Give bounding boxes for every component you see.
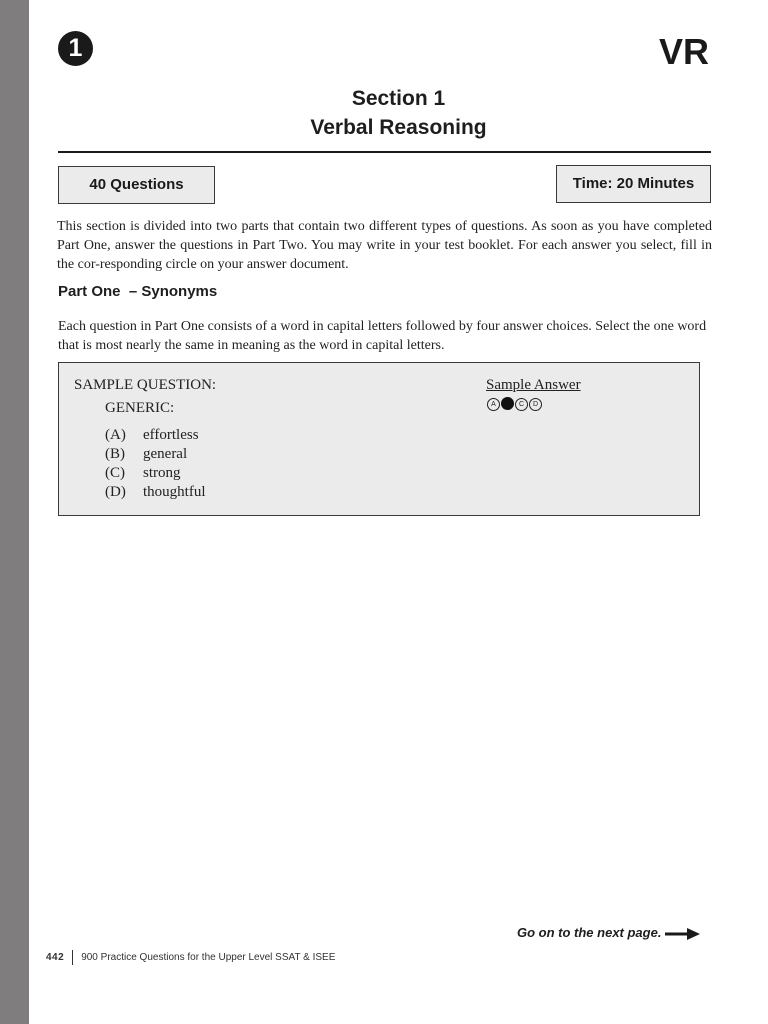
choice-letter: (C) (105, 465, 125, 481)
section-title: Section 1 (351, 87, 446, 110)
choice-text: strong (143, 465, 181, 481)
answer-choices (105, 426, 206, 502)
answer-choice (105, 445, 206, 464)
answer-choice (105, 483, 206, 502)
part-one-instructions: Each question in Part One consists of a word in capital letters followed by four answer choices. Select the one word that is most nearly the same in meaning as the word in capital letters. (58, 319, 707, 353)
answer-bubbles (487, 398, 542, 412)
answer-bubble-d: D (529, 398, 542, 411)
page-title (29, 84, 768, 142)
side-tab-bar (0, 0, 29, 1024)
title-divider (58, 151, 711, 153)
footer-divider (72, 950, 73, 965)
sample-question-box (58, 362, 700, 516)
question-count-box (58, 166, 215, 204)
choice-text: effortless (143, 427, 199, 443)
section-subtitle: Verbal Reasoning (310, 116, 487, 139)
answer-bubble-c: C (515, 398, 528, 411)
answer-bubble-b (501, 397, 514, 410)
time-limit-box (556, 165, 711, 203)
page-footer (46, 949, 335, 965)
time-limit: Time: 20 Minutes (572, 175, 695, 192)
answer-choice (105, 426, 206, 445)
sample-answer-label: Sample Answer (486, 377, 581, 393)
choice-text: general (143, 446, 188, 462)
book-title: 900 Practice Questions for the Upper Level SSAT & ISEE (81, 951, 336, 963)
section-instructions: This section is divided into two parts that contain two different types of questions. As soon as you have completed Part One, answer the questions in Part Two. You may write in your test booklet. For each answer you select, fill in the cor-responding circle on your answer document. (57, 219, 712, 272)
answer-bubble-a: A (487, 398, 500, 411)
page-number: 442 (46, 951, 65, 963)
arrow-right-icon (665, 928, 700, 940)
choice-letter: (D) (105, 484, 126, 500)
sample-question-label: SAMPLE QUESTION: (74, 377, 217, 393)
choice-letter: (B) (105, 446, 125, 462)
section-code: VR (658, 31, 709, 72)
sample-question-word: GENERIC: (105, 400, 175, 416)
choice-letter: (A) (105, 427, 126, 443)
question-count: 40 Questions (89, 176, 184, 193)
section-number-badge (58, 31, 93, 66)
answer-choice (105, 464, 206, 483)
next-page-prompt: Go on to the next page. (517, 925, 662, 940)
choice-text: thoughtful (143, 484, 206, 500)
section-number: 1 (68, 34, 83, 62)
part-one-heading: Part One – Synonyms (58, 283, 218, 300)
